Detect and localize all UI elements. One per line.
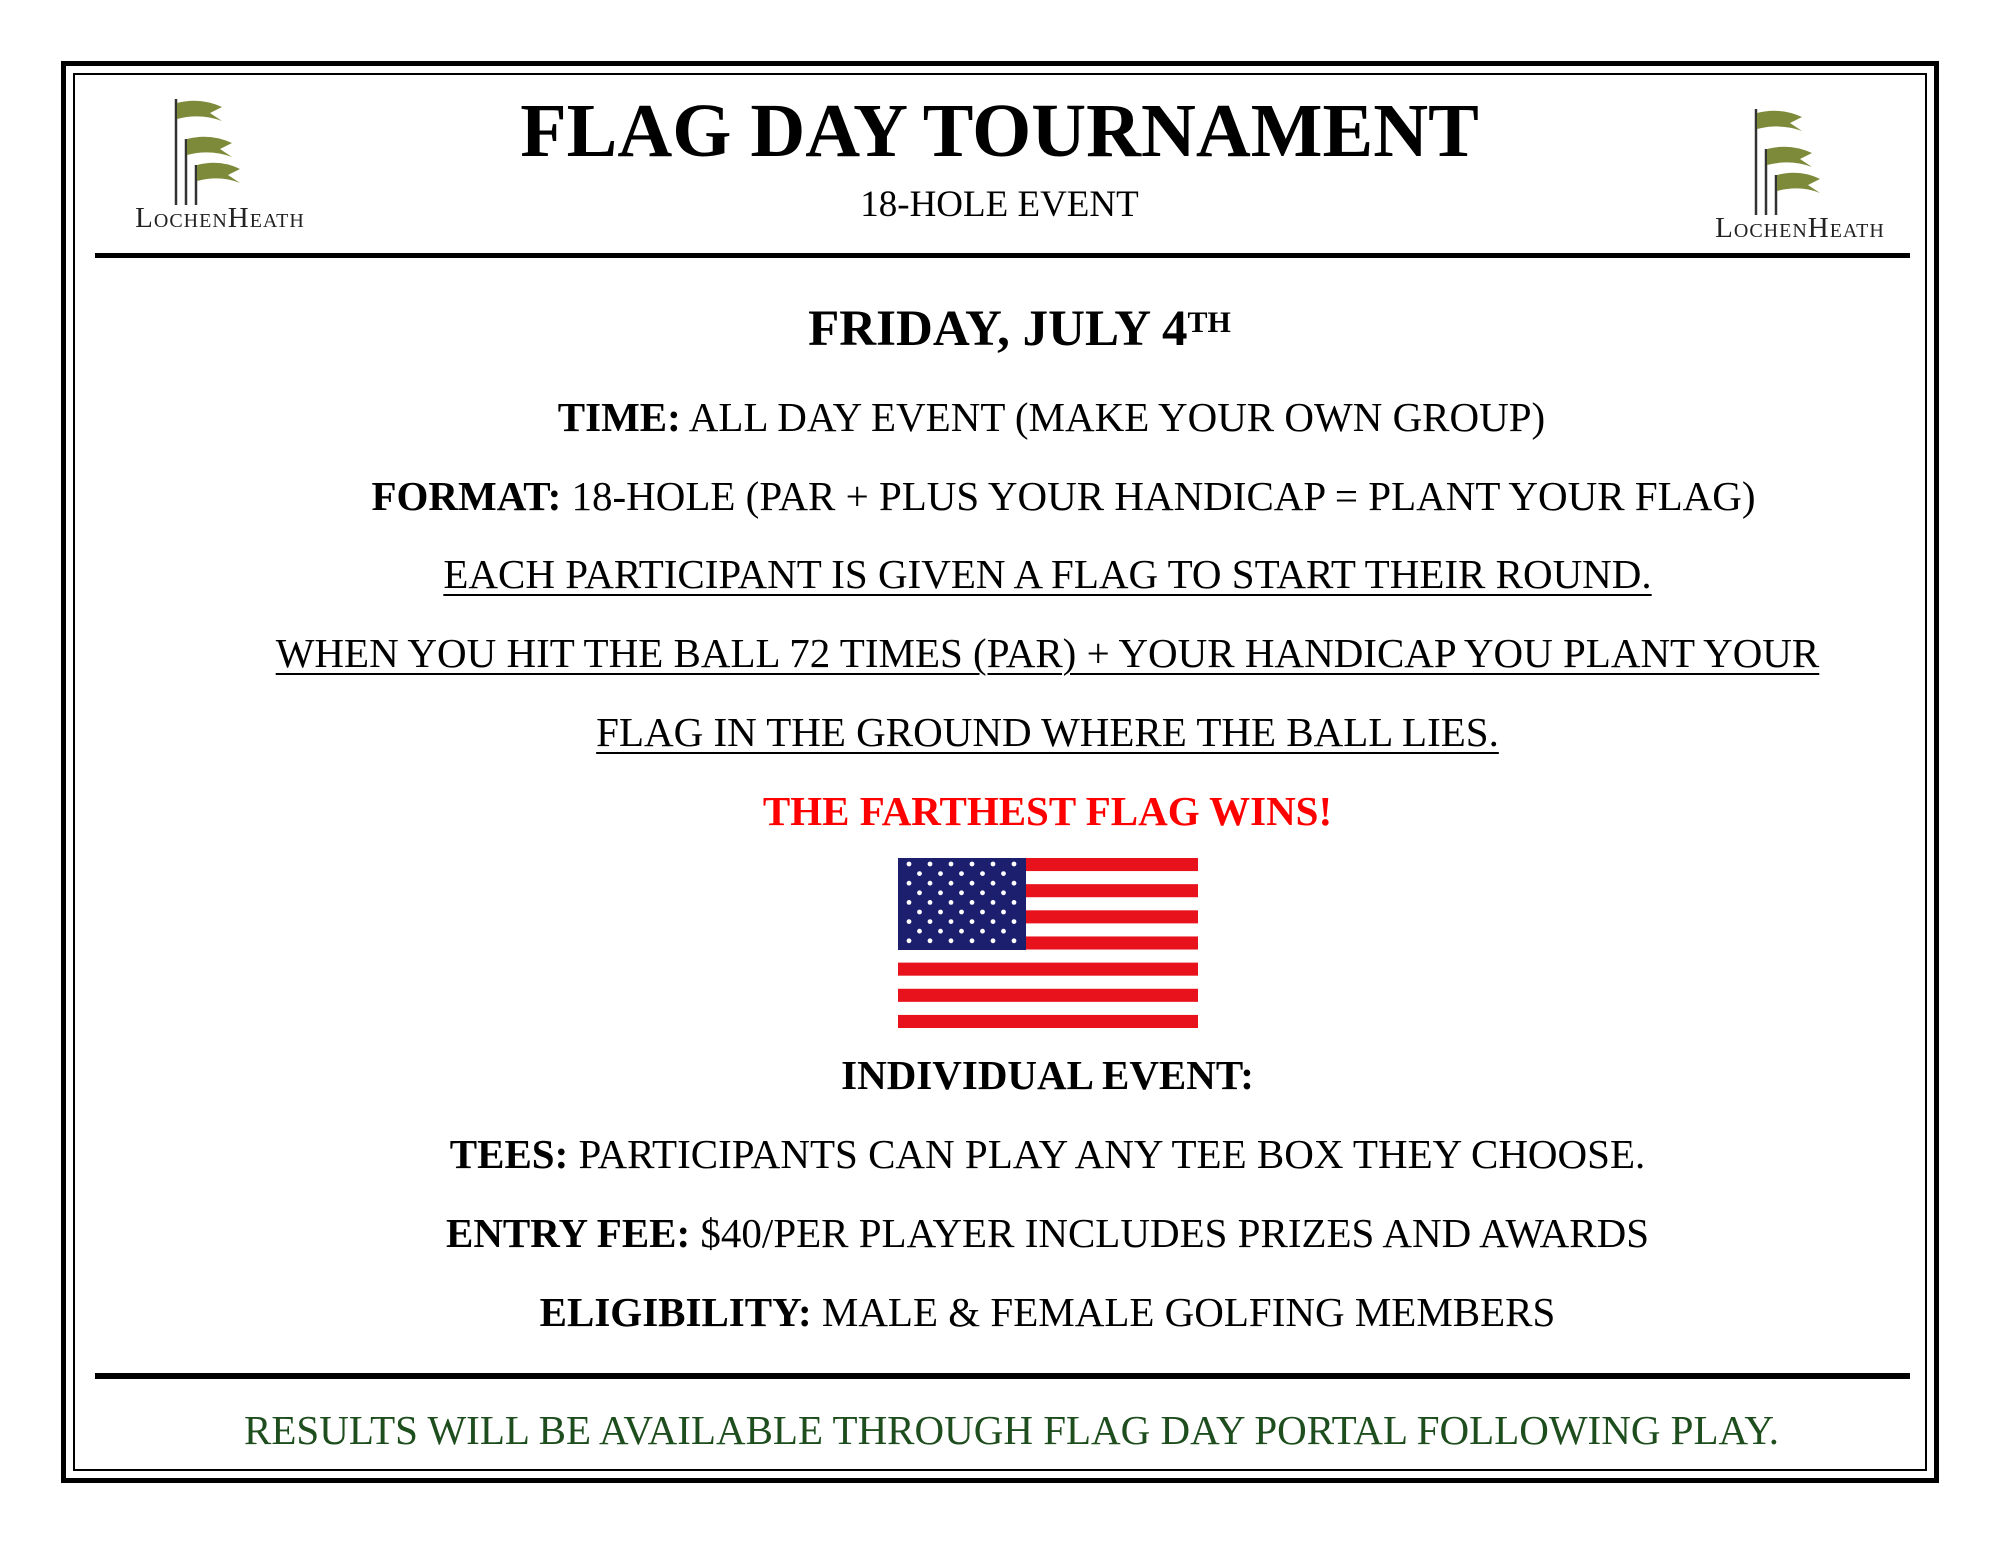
flag-star (991, 938, 996, 943)
flag-star (938, 890, 943, 895)
flag-star (1012, 919, 1017, 924)
flag-star (949, 862, 954, 867)
flag-star (928, 938, 933, 943)
rule-text-1: EACH PARTICIPANT IS GIVEN A FLAG TO START THEIR ROUND. (443, 551, 1652, 597)
flag-star (959, 890, 964, 895)
eligibility-label: ELIGIBILITY: (539, 1289, 812, 1335)
flag-star (980, 871, 985, 876)
individual-heading: INDIVIDUAL EVENT: (841, 1052, 1254, 1098)
flag-star (991, 919, 996, 924)
page-title: FLAG DAY TOURNAMENT (520, 89, 1479, 173)
flag-star (917, 910, 922, 915)
flag-star (938, 871, 943, 876)
eligibility-line (48, 1287, 1999, 1337)
eligibility-value: MALE & FEMALE GOLFING MEMBERS (821, 1289, 1556, 1335)
page-subtitle: 18-HOLE EVENT (860, 184, 1139, 225)
flag-stripe (898, 1002, 1198, 1015)
flag-stripe (898, 950, 1198, 963)
flag-stripe (898, 1015, 1198, 1028)
flag-star (949, 881, 954, 886)
flag-star (970, 862, 975, 867)
rule-text-2: WHEN YOU HIT THE BALL 72 TIMES (PAR) + YOUR HANDICAP YOU PLANT YOUR (275, 630, 1820, 676)
rule-text-3: FLAG IN THE GROUND WHERE THE BALL LIES. (596, 709, 1499, 755)
flag-star (949, 938, 954, 943)
format-label: FORMAT: (371, 473, 562, 519)
logo-text: LochenHeath (135, 202, 305, 234)
flag-star (917, 929, 922, 934)
winner-line: THE FARTHEST FLAG WINS! (762, 788, 1333, 834)
flag-star (959, 910, 964, 915)
flag-star (907, 862, 912, 867)
tees-label: TEES: (449, 1131, 569, 1177)
flag-star (1012, 938, 1017, 943)
flag-star (980, 929, 985, 934)
flag-star (1001, 890, 1006, 895)
format-line (64, 471, 1999, 521)
flag-star (991, 862, 996, 867)
flag-stripe (898, 963, 1198, 976)
flag-stripe (898, 989, 1198, 1002)
flag-star (917, 871, 922, 876)
time-line (52, 392, 1999, 442)
flag-star (1012, 881, 1017, 886)
flag-star (1001, 871, 1006, 876)
flag-star (991, 900, 996, 905)
flag-star (938, 910, 943, 915)
results-footer: RESULTS WILL BE AVAILABLE THROUGH FLAG DAY PORTAL FOLLOWING PLAY. (244, 1407, 1779, 1453)
flag-star (1001, 929, 1006, 934)
flag-star (928, 881, 933, 886)
flag-star (1012, 900, 1017, 905)
flag-star (1001, 910, 1006, 915)
footer-divider (95, 1373, 1910, 1379)
rule-line-2 (48, 628, 1999, 678)
flag-stripe (898, 976, 1198, 989)
flag-star (1012, 862, 1017, 867)
tees-value: PARTICIPANTS CAN PLAY ANY TEE BOX THEY CHOOSE. (578, 1131, 1646, 1177)
flag-star (970, 919, 975, 924)
flag-star (949, 919, 954, 924)
time-value: ALL DAY EVENT (MAKE YOUR OWN GROUP) (688, 394, 1546, 440)
event-date (20, 298, 1999, 360)
flag-star (959, 929, 964, 934)
header-divider (95, 253, 1910, 258)
tees-line (48, 1129, 1999, 1179)
flag-star (980, 910, 985, 915)
page-border-inner (73, 73, 1927, 1471)
entry-fee-label: ENTRY FEE: (445, 1210, 691, 1256)
flag-star (928, 862, 933, 867)
flag-star (917, 890, 922, 895)
event-date-main: FRIDAY, JULY 4 (808, 301, 1188, 357)
flag-star (907, 938, 912, 943)
entry-fee-value: $40/PER PLAYER INCLUDES PRIZES AND AWARDS (700, 1210, 1650, 1256)
format-value: 18-HOLE (PAR + PLUS YOUR HANDICAP = PLANT YOUR FLAG) (571, 473, 1756, 519)
logo-text: LochenHeath (1715, 212, 1885, 244)
flag-star (907, 881, 912, 886)
flag-star (959, 871, 964, 876)
flag-star (970, 881, 975, 886)
us-flag-icon (898, 858, 1198, 1028)
flag-star (980, 890, 985, 895)
flag-star (907, 919, 912, 924)
flag-star (938, 929, 943, 934)
flag-star (991, 881, 996, 886)
flag-star (928, 900, 933, 905)
time-label: TIME: (557, 394, 681, 440)
flag-star (928, 919, 933, 924)
flag-star (907, 900, 912, 905)
rule-line-1 (48, 549, 1999, 599)
flag-star (949, 900, 954, 905)
entry-fee-line (48, 1208, 1999, 1258)
event-date-suffix: TH (1187, 306, 1231, 339)
flag-star (970, 900, 975, 905)
rule-line-3 (48, 707, 1999, 757)
flag-star (970, 938, 975, 943)
